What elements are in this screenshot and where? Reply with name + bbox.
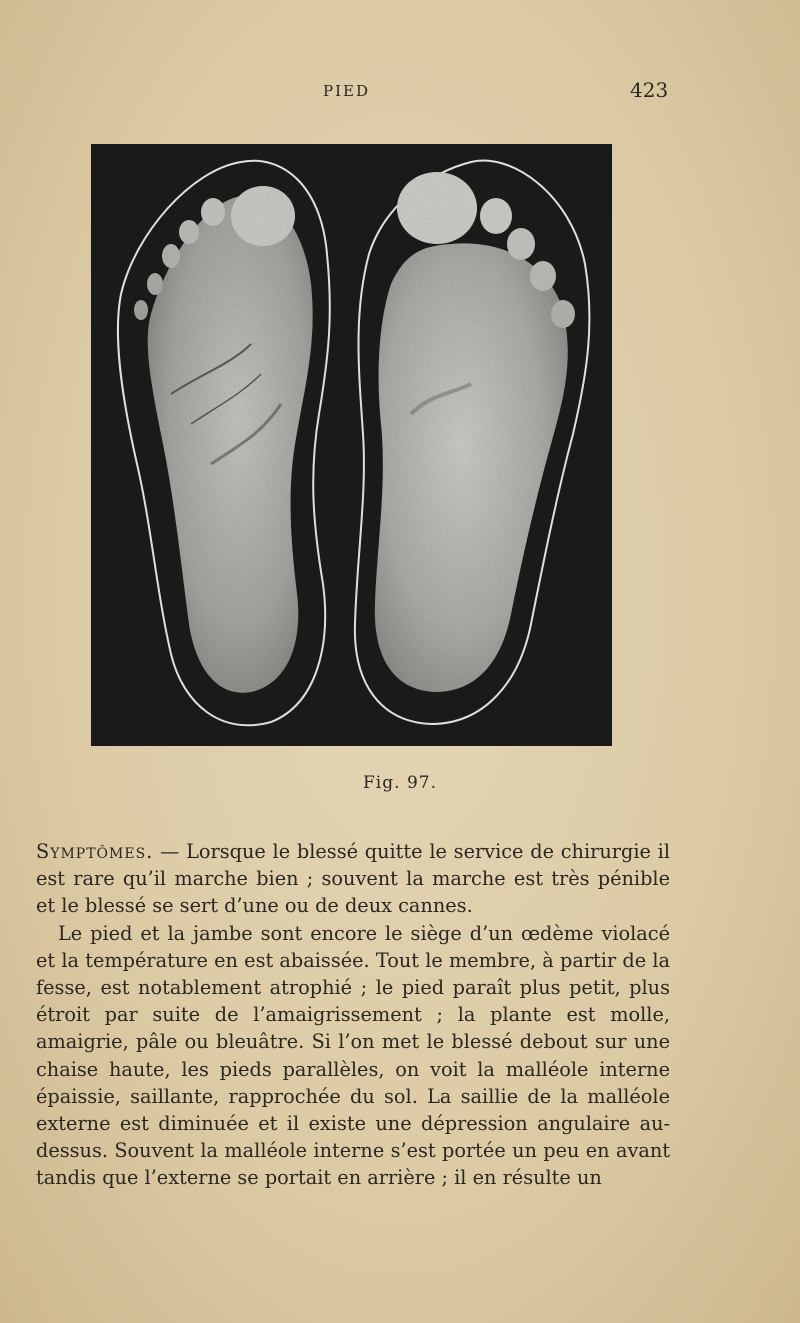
figure-caption: Fig. 97. (363, 773, 437, 793)
running-title: PIED (323, 82, 370, 100)
paragraph-1-text: — Lorsque le blessé quitte le service de chirurgie il est rare qu’il marche bien ; souvent la marche est très pénible et le blessé se sert d’une ou de deux cannes. (36, 840, 670, 918)
section-heading: Symptômes. (36, 840, 154, 863)
paragraph-2: Le pied et la jambe sont encore le siège d’un œdème violacé et la température en est abaissée. Tout le membre, à partir de la fesse, est notablement atrophié ; le pied paraît plus petit, plus étroit par suite de l’amaigrissement ; la plante est molle, amaigrie, pâle ou bleuâtre. Si l’on met le blessé debout sur une chaise haute, les pieds parallèles, on voit la malléole interne épaissie, saillante, rapprochée du sol. La saillie de la malléole externe est diminuée et il existe une dépression angulaire au-dessus. Souvent la malléole interne s’est portée un peu en avant tandis que l’externe se portait en arrière ; il en résulte un (36, 921, 670, 1190)
page-number: 423 (630, 78, 669, 102)
footprint-plate (91, 144, 612, 746)
body-text (36, 838, 670, 1192)
paragraph-symptoms (36, 838, 670, 920)
running-head (0, 78, 800, 102)
footprint-figure (91, 144, 612, 746)
